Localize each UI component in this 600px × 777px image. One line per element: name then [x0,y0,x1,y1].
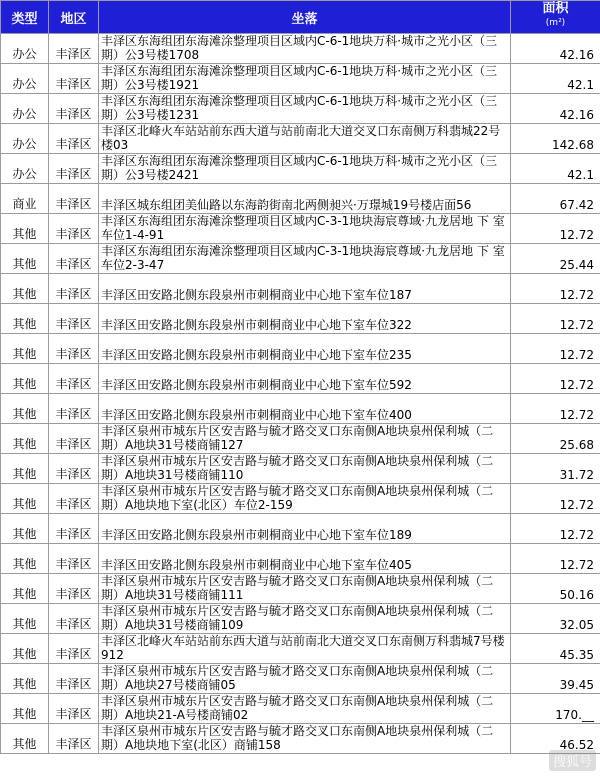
table-row [1,364,600,394]
cell-location: 丰泽区北峰火车站站前东西大道与站前南北大道交叉口东南侧万科翡城7号楼912 [99,634,511,664]
cell-region: 丰泽区 [49,604,99,634]
cell-region: 丰泽区 [49,454,99,484]
header-row [1,1,600,34]
header-region: 地区 [49,1,99,34]
cell-location: 丰泽区泉州市城东片区安吉路与毓才路交叉口东南侧A地块泉州保利城（二期）A地块31号楼商铺110 [99,454,511,484]
cell-location: 丰泽区泉州市城东片区安吉路与毓才路交叉口东南侧A地块泉州保利城（二期）A地块21-A号楼商铺02 [99,694,511,724]
cell-location: 丰泽区东海组团东海滩涂整理项目区域内C-6-1地块万科·城市之光小区（三期）公3号楼1708 [99,34,511,64]
cell-type: 其他 [1,424,49,454]
cell-type: 办公 [1,64,49,94]
cell-type: 其他 [1,274,49,304]
table-row [1,604,600,634]
cell-area: 67.42 [511,184,600,214]
header-location: 坐落 [99,1,511,34]
table-row [1,274,600,304]
cell-location: 丰泽区东海组团东海滩涂整理项目区域内C-6-1地块万科·城市之光小区（三期）公3号楼1231 [99,94,511,124]
cell-type: 其他 [1,514,49,544]
watermark: 搜狐号 [549,750,596,771]
cell-location: 丰泽区田安路北侧东段泉州市刺桐商业中心地下室车位235 [99,334,511,364]
cell-area: 12.72 [511,214,600,244]
cell-location: 丰泽区田安路北侧东段泉州市刺桐商业中心地下室车位405 [99,544,511,574]
cell-region: 丰泽区 [49,514,99,544]
cell-area: 32.05 [511,604,600,634]
cell-area: 45.35 [511,634,600,664]
cell-location: 丰泽区泉州市城东片区安吉路与毓才路交叉口东南侧A地块泉州保利城（二期）A地块31号楼商铺111 [99,574,511,604]
cell-type: 其他 [1,334,49,364]
cell-area: 12.72 [511,484,600,514]
cell-area: 12.72 [511,304,600,334]
cell-region: 丰泽区 [49,364,99,394]
cell-location: 丰泽区田安路北侧东段泉州市刺桐商业中心地下室车位400 [99,394,511,424]
cell-type: 其他 [1,634,49,664]
cell-type: 其他 [1,364,49,394]
cell-type: 其他 [1,454,49,484]
cell-area: 46.52 [511,724,600,754]
cell-location: 丰泽区田安路北侧东段泉州市刺桐商业中心地下室车位187 [99,274,511,304]
cell-type: 办公 [1,124,49,154]
header-area [511,1,600,34]
cell-region: 丰泽区 [49,154,99,184]
cell-location: 丰泽区东海组团东海滩涂整理项目区域内C-6-1地块万科·城市之光小区（三期）公3号楼1921 [99,64,511,94]
cell-region: 丰泽区 [49,394,99,424]
cell-location: 丰泽区东海组团东海滩涂整理项目区域内C-3-1地块海宸尊域·九龙居地 下 室车位1-4-91 [99,214,511,244]
cell-region: 丰泽区 [49,484,99,514]
cell-type: 办公 [1,154,49,184]
table-row [1,94,600,124]
table-row [1,634,600,664]
cell-region: 丰泽区 [49,664,99,694]
cell-type: 其他 [1,484,49,514]
cell-area: 25.44 [511,244,600,274]
cell-location: 丰泽区田安路北侧东段泉州市刺桐商业中心地下室车位322 [99,304,511,334]
cell-location: 丰泽区泉州市城东片区安吉路与毓才路交叉口东南侧A地块泉州保利城（二期）A地块27号楼商铺05 [99,664,511,694]
cell-type: 其他 [1,244,49,274]
cell-type: 其他 [1,544,49,574]
cell-location: 丰泽区泉州市城东片区安吉路与毓才路交叉口东南侧A地块泉州保利城（二期）A地块31号楼商铺109 [99,604,511,634]
cell-region: 丰泽区 [49,274,99,304]
table-row [1,574,600,604]
cell-location: 丰泽区东海组团东海滩涂整理项目区域内C-3-1地块海宸尊域·九龙居地 下 室车位2-3-47 [99,244,511,274]
table-row [1,64,600,94]
cell-region: 丰泽区 [49,184,99,214]
header-area-label: 面积 [542,1,569,16]
table-row [1,694,600,724]
table-row [1,214,600,244]
cell-type: 商业 [1,184,49,214]
cell-type: 办公 [1,34,49,64]
cell-region: 丰泽区 [49,724,99,754]
cell-type: 其他 [1,664,49,694]
cell-area: 12.72 [511,274,600,304]
table-row [1,664,600,694]
cell-location: 丰泽区田安路北侧东段泉州市刺桐商业中心地下室车位189 [99,514,511,544]
cell-type: 其他 [1,604,49,634]
header-area-unit: (m²) [545,18,566,28]
cell-region: 丰泽区 [49,634,99,664]
cell-location: 丰泽区东海组团东海滩涂整理项目区域内C-6-1地块万科·城市之光小区（三期）公3号楼2421 [99,154,511,184]
table-row [1,544,600,574]
cell-area: 42.16 [511,34,600,64]
cell-type: 其他 [1,214,49,244]
cell-region: 丰泽区 [49,244,99,274]
table-row [1,454,600,484]
cell-type: 其他 [1,694,49,724]
table-row [1,184,600,214]
cell-area: 12.72 [511,364,600,394]
cell-location: 丰泽区城东组团美仙路以东海韵街南北两侧昶兴·万璟城19号楼店面56 [99,184,511,214]
cell-type: 办公 [1,94,49,124]
cell-type: 其他 [1,724,49,754]
cell-location: 丰泽区泉州市城东片区安吉路与毓才路交叉口东南侧A地块泉州保利城（二期）A地块地下室(北区）商铺158 [99,724,511,754]
cell-region: 丰泽区 [49,334,99,364]
table-row [1,334,600,364]
table-body [1,34,600,754]
cell-region: 丰泽区 [49,214,99,244]
cell-area: 39.45 [511,664,600,694]
table-row [1,244,600,274]
cell-location: 丰泽区泉州市城东片区安吉路与毓才路交叉口东南侧A地块泉州保利城（二期）A地块地下室(北区）车位2-159 [99,484,511,514]
table-row [1,124,600,154]
table-row [1,724,600,754]
cell-area: 50.16 [511,574,600,604]
cell-area: 12.72 [511,334,600,364]
cell-type: 其他 [1,304,49,334]
cell-region: 丰泽区 [49,544,99,574]
header-type: 类型 [1,1,49,34]
cell-location: 丰泽区泉州市城东片区安吉路与毓才路交叉口东南侧A地块泉州保利城（二期）A地块31号楼商铺127 [99,424,511,454]
table-row [1,484,600,514]
table-row [1,154,600,184]
cell-location: 丰泽区北峰火车站站前东西大道与站前南北大道交叉口东南侧万科翡城22号楼03 [99,124,511,154]
cell-region: 丰泽区 [49,304,99,334]
cell-type: 其他 [1,394,49,424]
cell-area: 170.__ [511,694,600,724]
table-row [1,394,600,424]
table-row [1,304,600,334]
cell-region: 丰泽区 [49,574,99,604]
cell-area: 42.1 [511,154,600,184]
cell-region: 丰泽区 [49,694,99,724]
cell-region: 丰泽区 [49,64,99,94]
table-row [1,34,600,64]
cell-region: 丰泽区 [49,424,99,454]
table-row [1,424,600,454]
cell-area: 142.68 [511,124,600,154]
cell-region: 丰泽区 [49,34,99,64]
cell-area: 12.72 [511,394,600,424]
table-header [1,1,600,34]
cell-area: 25.68 [511,424,600,454]
cell-region: 丰泽区 [49,94,99,124]
cell-location: 丰泽区田安路北侧东段泉州市刺桐商业中心地下室车位592 [99,364,511,394]
cell-area: 12.72 [511,514,600,544]
cell-area: 42.1 [511,64,600,94]
cell-area: 12.72 [511,544,600,574]
cell-type: 其他 [1,574,49,604]
cell-area: 31.72 [511,454,600,484]
cell-area: 42.16 [511,94,600,124]
cell-region: 丰泽区 [49,124,99,154]
table-row [1,514,600,544]
